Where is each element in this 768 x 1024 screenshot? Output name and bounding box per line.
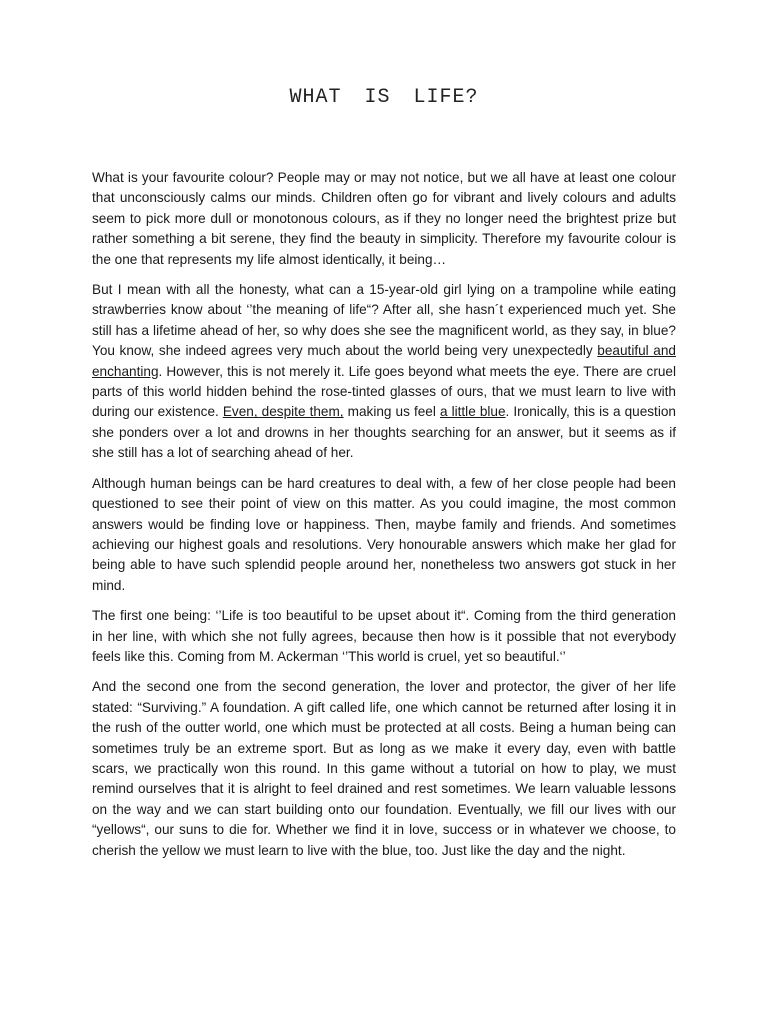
- essay-body: [92, 168, 676, 871]
- page-title: WHAT IS LIFE?: [289, 86, 479, 109]
- text-segment: making us feel: [343, 404, 440, 420]
- paragraph-5: [92, 677, 676, 861]
- text-segment: . However, this is not merely it. Life goes beyond what meets the eye. There are cruel parts of this world hidden behind the rose-tinted glasses of ours, that we must learn to live with during our existence.: [92, 363, 676, 420]
- underlined-phrase: a little blue: [439, 404, 506, 420]
- text-segment: But I mean with all the honesty, what can a 15-year-old girl lying on a trampoline while eating strawberries know about ‘’the meaning of life“? After all, she hasn´t experienced much yet. She still has a lifetime ahead of her, so why does she see the magnificent world, as they say, in blue? You know, she indeed agrees very much about the world being very unexpectedly: [92, 282, 676, 359]
- text-segment: What is your favourite colour? People may or may not notice, but we all have at least one colour that unconsciously calms our minds. Children often go for vibrant and lively colours and adults seem to pick more dull or monotonous colours, as if they no longer need the brightest prize but rather something a bit serene, they find the beauty in simplicity. Therefore my favourite colour is the one that represents my life almost identically, it being…: [92, 170, 676, 267]
- paragraph-2: [92, 280, 676, 464]
- paragraph-3: [92, 474, 676, 596]
- text-segment: The first one being: ‘’Life is too beautiful to be upset about it“. Coming from the third generation in her line, with which she not fully agrees, because then how is it possible that not everybody feels like this. Coming from M. Ackerman ‘’This world is cruel, yet so beautiful.‘’: [92, 608, 676, 664]
- paragraph-4: [92, 606, 676, 667]
- text-segment: . Ironically, this is a question she ponders over a lot and drowns in her thoughts searching for an answer, but it seems as if she still has a lot of searching ahead of her.: [92, 404, 676, 461]
- underlined-phrase: beautiful and enchanting: [92, 343, 676, 379]
- underlined-phrase: Even, despite them,: [222, 404, 344, 420]
- text-segment: Although human beings can be hard creatures to deal with, a few of her close people had been questioned to see their point of view on this matter. As you could imagine, the most common answers would be finding love or happiness. Then, maybe family and friends. And sometimes achieving our highest goals and resolutions. Very honourable answers which make her glad for being able to have such splendid people around her, nonetheless two answers got stuck in her mind.: [92, 475, 676, 593]
- paragraph-1: [92, 168, 676, 270]
- text-segment: And the second one from the second generation, the lover and protector, the giver of her life stated: “Surviving.” A foundation. A gift called life, one which cannot be returned after losing it in the rush of the outter world, one which must be protected at all costs. Being a human being can sometimes truly be an extreme sport. But as long as we make it every day, even with battle scars, we practically won this round. In this game without a tutorial on how to play, we must remind ourselves that it is alright to feel drained and rest sometimes. We learn valuable lessons on the way and we can start building onto our foundation. Eventually, we fill our lives with our “yellows“, our suns to die for. Whether we find it in love, success or in whatever we choose, to cherish the yellow we must learn to live with the blue, too. Just like the day and the night.: [92, 679, 676, 858]
